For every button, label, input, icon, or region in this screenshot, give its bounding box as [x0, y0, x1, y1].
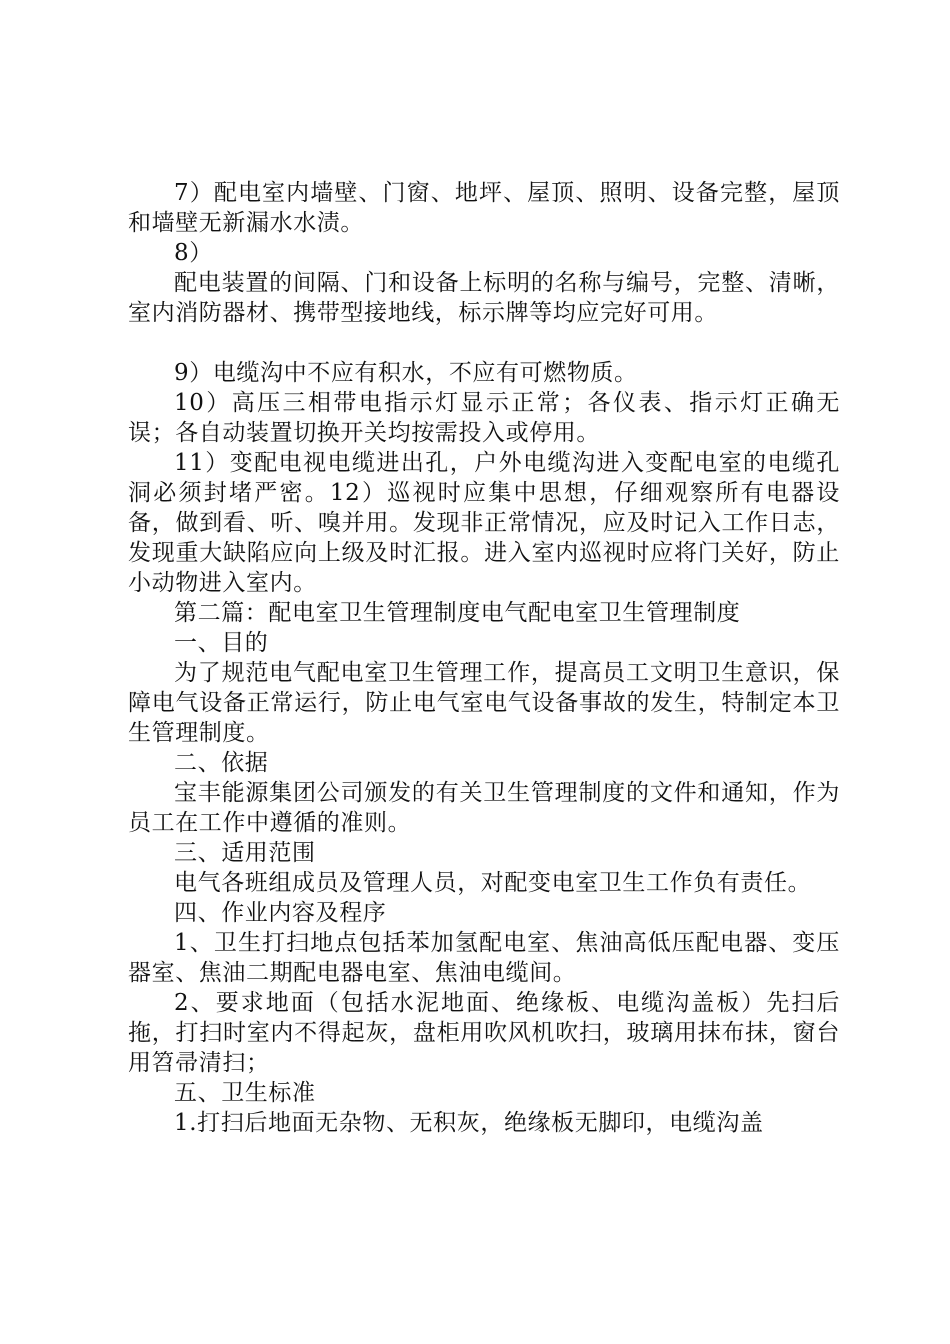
- paragraph-standard-1: 1.打扫后地面无杂物、无积灰，绝缘板无脚印，电缆沟盖: [174, 1110, 764, 1136]
- paragraph-item-8-text: 配电装置的间隔、门和设备上标明的名称与编号，完整、清晰，室内消防器材、携带型接地线，标示牌等均应完好可用。: [128, 270, 840, 326]
- paragraph-item-9: 9）电缆沟中不应有积水，不应有可燃物质。: [174, 360, 638, 386]
- section-title-part-two: 第二篇：配电室卫生管理制度电气配电室卫生管理制度: [174, 600, 741, 626]
- paragraph-procedure-1: 1、卫生打扫地点包括苯加氢配电室、焦油高低压配电器、变压器室、焦油二期配电器电室、焦油电缆间。: [128, 930, 840, 986]
- heading-basis: 二、依据: [174, 750, 269, 776]
- heading-purpose: 一、目的: [174, 630, 269, 656]
- heading-standard: 五、卫生标准: [174, 1080, 316, 1106]
- paragraph-purpose: 为了规范电气配电室卫生管理工作，提高员工文明卫生意识，保障电气设备正常运行，防止电气室电气设备事故的发生，特制定本卫生管理制度。: [128, 660, 840, 746]
- heading-scope: 三、适用范围: [174, 840, 316, 866]
- paragraph-item-8-number: 8）: [174, 240, 213, 266]
- paragraph-scope: 电气各班组成员及管理人员，对配变电室卫生工作负有责任。: [174, 870, 812, 896]
- paragraph-item-10: 10）高压三相带电指示灯显示正常；各仪表、指示灯正确无误；各自动装置切换开关均按需投入或停用。: [128, 390, 840, 446]
- heading-procedure: 四、作业内容及程序: [174, 900, 387, 926]
- paragraph-item-7: 7）配电室内墙壁、门窗、地坪、屋顶、照明、设备完整，屋顶和墙壁无新漏水水渍。: [128, 180, 840, 236]
- document-body: [128, 178, 840, 1138]
- paragraph-procedure-2: 2、要求地面（包括水泥地面、绝缘板、电缆沟盖板）先扫后拖，打扫时室内不得起灰，盘柜用吹风机吹扫，玻璃用抹布抹，窗台用笤帚清扫；: [128, 990, 840, 1076]
- paragraph-item-11-12: 11）变配电视电缆进出孔，户外电缆沟进入变配电室的电缆孔洞必须封堵严密。12）巡视时应集中思想，仔细观察所有电器设备，做到看、听、嗅并用。发现非正常情况，应及时记入工作日志，发现重大缺陷应向上级及时汇报。进入室内巡视时应将门关好，防止小动物进入室内。: [128, 450, 840, 596]
- blank-line: [128, 328, 840, 358]
- paragraph-basis: 宝丰能源集团公司颁发的有关卫生管理制度的文件和通知，作为员工在工作中遵循的准则。: [128, 780, 840, 836]
